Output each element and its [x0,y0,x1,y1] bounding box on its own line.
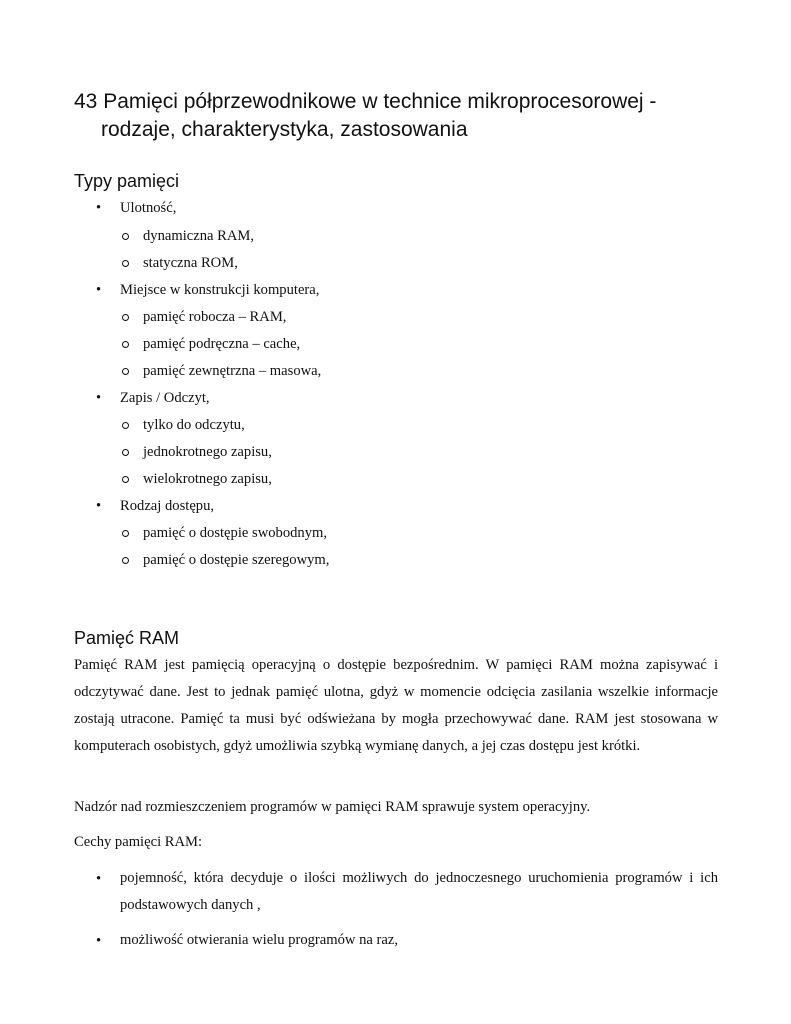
type-group-label: Zapis / Odczyt, [120,390,210,406]
bullet-icon: • [96,390,102,406]
bullet-icon: • [96,282,102,298]
type-item: wielokrotnego zapisu, [143,471,272,487]
circle-bullet-icon [122,530,129,537]
circle-bullet-icon [122,368,129,375]
circle-bullet-icon [122,476,129,483]
type-group-label: Rodzaj dostępu, [120,498,215,514]
type-group-label: Ulotność, [120,200,177,216]
bullet-icon: • [96,200,102,216]
types-heading: Typy pamięci [74,171,180,191]
bullet-icon: • [96,871,102,887]
features-label: Cechy pamięci RAM: [74,834,203,850]
circle-bullet-icon [122,422,129,429]
ram-heading: Pamięć RAM [74,628,180,648]
type-item: pamięć zewnętrzna – masowa, [143,363,322,379]
feature-item: pojemność, która decyduje o ilości możliwych do jednoczesnego uruchomienia programów i ich podstawowych danych , [120,870,718,913]
document-title [74,88,714,144]
circle-bullet-icon [122,233,129,240]
type-item: jednokrotnego zapisu, [143,444,272,460]
circle-bullet-icon [122,557,129,564]
circle-bullet-icon [122,260,129,267]
type-item: tylko do odczytu, [143,417,245,433]
type-item: pamięć o dostępie szeregowym, [143,552,330,568]
type-item: pamięć robocza – RAM, [143,309,287,325]
title-line-1: 43 Pamięci półprzewodnikowe w technice mikroprocesorowej - [74,90,657,113]
bullet-icon: • [96,498,102,514]
type-group-label: Miejsce w konstrukcji komputera, [120,282,320,298]
circle-bullet-icon [122,341,129,348]
type-item: pamięć podręczna – cache, [143,336,301,352]
feature-item: możliwość otwierania wielu programów na raz, [120,932,398,948]
circle-bullet-icon [122,449,129,456]
circle-bullet-icon [122,314,129,321]
bullet-icon: • [96,933,102,949]
type-item: dynamiczna RAM, [143,228,255,244]
title-line-2: rodzaje, charakterystyka, zastosowania [101,118,468,141]
type-item: pamięć o dostępie swobodnym, [143,525,328,541]
ram-paragraph: Pamięć RAM jest pamięcią operacyjną o dostępie bezpośrednim. W pamięci RAM można zapisywać i odczytywać dane. Jest to jednak pamięć ulotna, gdyż w momencie odcięcia zasilania wszelkie informacje zostają utracone. Pamięć ta musi być odświeżana by mogła przechowywać dane. RAM jest stosowana w komputerach osobistych, gdyż umożliwia szybką wymianę danych, a jej czas dostępu jest krótki. [74,657,718,754]
ram-paragraph: Nadzór nad rozmieszczeniem programów w pamięci RAM sprawuje system operacyjny. [74,799,591,815]
type-item: statyczna ROM, [143,255,238,271]
